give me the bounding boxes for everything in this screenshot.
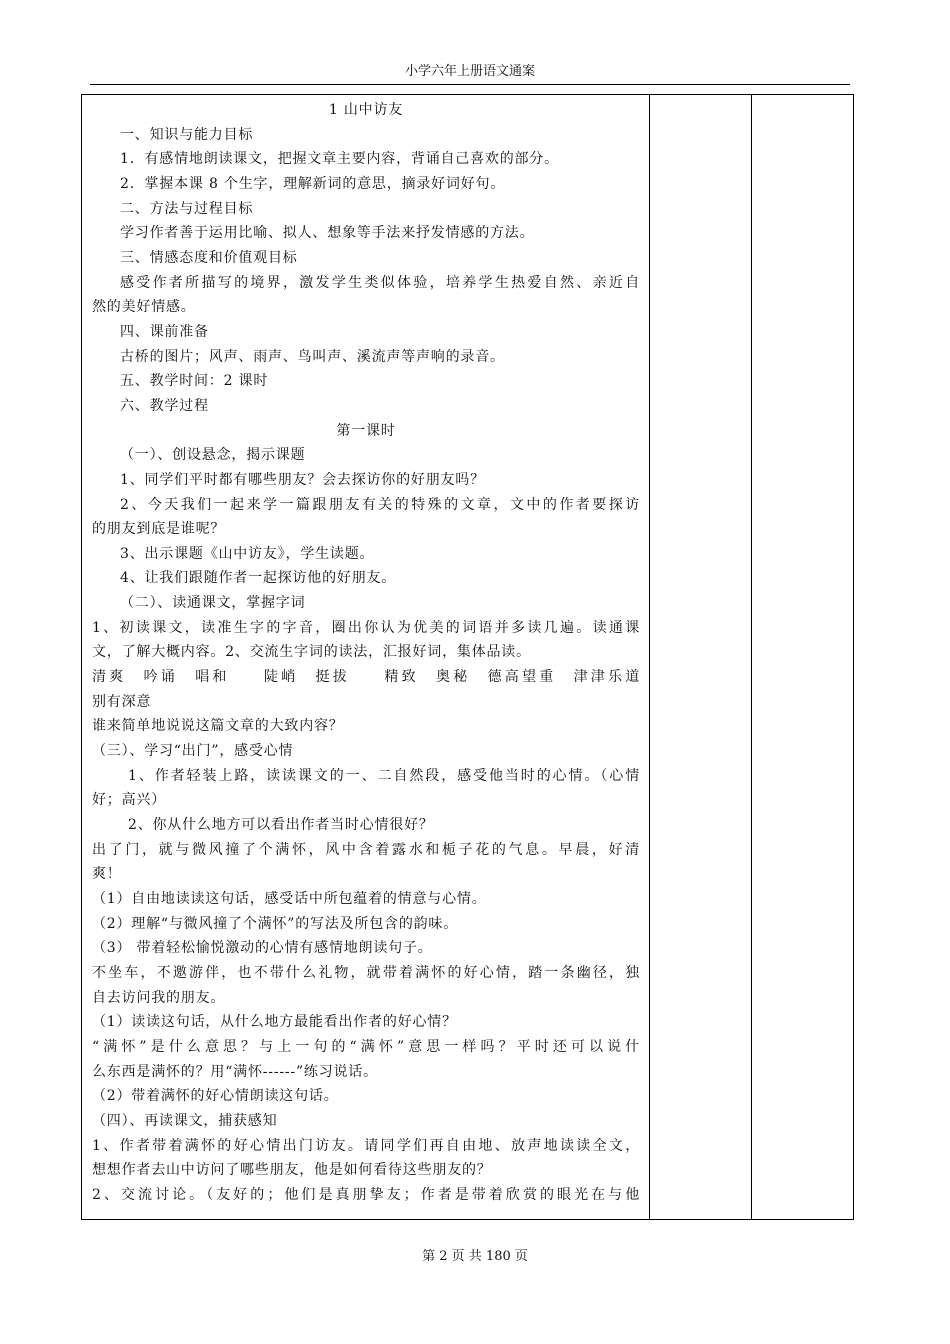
text-line: “满怀”是什么意思？与上一句的“满怀”意思一样吗？平时还可以说什 (92, 1038, 640, 1055)
text-line: 1、同学们平时都有哪些朋友？会去探访你的好朋友吗？ (120, 471, 485, 488)
text-line: 2、交流讨论。（友好的；他们是真朋挚友；作者是带着欣赏的眼光在与他 (92, 1186, 640, 1203)
text-line: 的朋友到底是谁呢？ (92, 521, 226, 538)
page-footer-number: 第 2 页 共 180 页 (422, 1249, 528, 1264)
text-line: 么东西是满怀的？用“满怀------”练习说话。 (92, 1063, 378, 1080)
text-line: 3、出示课题《山中访友》，学生读题。 (120, 545, 375, 562)
text-line: （1）自由地读读这句话，感受话中所包蕴着的情意与心情。 (92, 891, 487, 907)
text-line: （2）带着满怀的好心情朗读这句话。 (92, 1088, 339, 1105)
text-line: 1、初读课文，读准生字的字音，圈出你认为优美的词语并多读几遍。读通课 (92, 619, 640, 636)
text-line: 然的美好情感。 (92, 299, 196, 316)
text-line: （1）读读这句话，从什么地方最能看出作者的好心情？ (92, 1014, 457, 1031)
lesson-plan-content (92, 98, 640, 1208)
text-line: 第一课时 (336, 422, 396, 439)
text-line: 4、让我们跟随作者一起探访他的好朋友。 (120, 570, 397, 587)
text-line: 三、情感态度和价值观目标 (120, 249, 298, 266)
header-divider (90, 84, 850, 85)
text-line: 2、你从什么地方可以看出作者当时心情很好？ (128, 817, 434, 834)
text-line: 别有深意 (92, 693, 152, 710)
text-line: 1、作者轻装上路，读读课文的一、二自然段，感受他当时的心情。（心情 (128, 767, 640, 784)
column-divider-remarks (751, 95, 752, 1219)
text-line: 1 山中访友 (328, 102, 404, 118)
text-line: 感受作者所描写的境界，激发学生类似体验，培养学生热爱自然、亲近自 (120, 274, 640, 291)
text-line: 想想作者去山中访问了哪些朋友，他是如何看待这些朋友的？ (92, 1162, 492, 1179)
text-line: 文，了解大概内容。2、交流生字词的读法，汇报好词，集体品读。 (92, 644, 531, 661)
text-line: 五、教学时间：2 课时 (120, 373, 269, 390)
text-line: 爽！ (92, 866, 122, 883)
text-line: 六、教学过程 (120, 397, 209, 414)
text-line: （3） 带着轻松愉悦激动的心情有感情地朗读句子。 (92, 940, 433, 957)
text-line: 二、方法与过程目标 (120, 200, 254, 217)
text-line: 清爽 吟诵 唱和 陡峭 挺拔 精致 奥秘 德高望重 津津乐道 (92, 669, 640, 686)
text-line: （四）、再读课文，捕获感知 (92, 1112, 278, 1129)
text-line: 1、作者带着满怀的好心情出门访友。请同学们再自由地、放声地读读全文， (92, 1137, 640, 1154)
text-line: 古桥的图片；风声、雨声、鸟叫声、溪流声等声响的录音。 (120, 348, 505, 365)
text-line: （二）、读通课文，掌握字词 (120, 595, 306, 612)
text-line: 一、知识与能力目标 (120, 126, 254, 143)
text-line: 1．有感情地朗读课文，把握文章主要内容，背诵自己喜欢的部分。 (120, 151, 559, 168)
text-line: 自去访问我的朋友。 (92, 989, 226, 1006)
text-line: （三）、学习“出门”，感受心情 (92, 743, 294, 760)
text-line: 谁来简单地说说这篇文章的大致内容？ (92, 718, 344, 735)
text-line: 好；高兴） (92, 792, 166, 809)
text-line: 出了门，就与微风撞了个满怀，风中含着露水和栀子花的气息。早晨，好清 (92, 841, 640, 858)
text-line: （2）理解“与微风撞了个满怀”的写法及所包含的韵味。 (92, 915, 459, 932)
text-line: 2．掌握本课 8 个生字，理解新词的意思，摘录好词好句。 (120, 175, 506, 192)
text-line: （一）、创设悬念，揭示课题 (120, 447, 306, 464)
page-header-title: 小学六年上册语文通案 (404, 64, 535, 79)
text-line: 2、今天我们一起来学一篇跟朋友有关的特殊的文章，文中的作者要探访 (120, 496, 640, 513)
text-line: 四、课前准备 (120, 323, 209, 340)
text-line: 学习作者善于运用比喻、拟人、想象等手法来抒发情感的方法。 (120, 225, 535, 242)
text-line: 不坐车，不邀游伴，也不带什么礼物，就带着满怀的好心情，踏一条幽径，独 (92, 964, 640, 981)
column-divider-notes (649, 95, 650, 1219)
